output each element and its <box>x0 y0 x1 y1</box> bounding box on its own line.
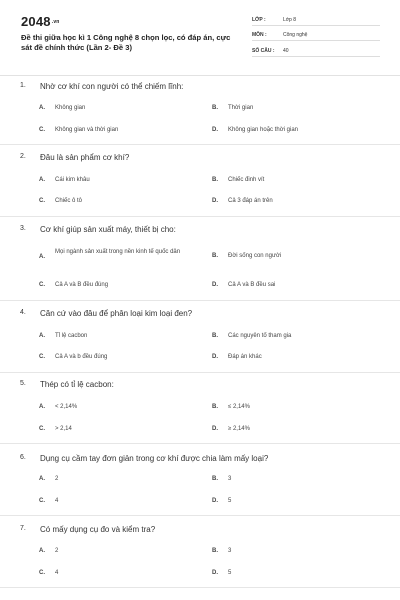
question-separator <box>0 144 400 145</box>
option-letter: A. <box>39 476 45 482</box>
option-text: 4 <box>55 498 59 504</box>
question-text: Có mấy dụng cụ đo và kiểm tra? <box>40 525 156 534</box>
option-letter: B. <box>212 105 218 111</box>
option-text: Cả A và B đều sai <box>228 282 276 288</box>
option-letter: A. <box>39 105 45 111</box>
question-number: 1. <box>20 82 26 89</box>
option-letter: B. <box>212 476 218 482</box>
option-letter: D. <box>212 354 218 360</box>
option-letter: D. <box>212 498 218 504</box>
question-separator <box>0 587 400 588</box>
option-text: Cả A và b đều đúng <box>55 354 108 360</box>
option-text: 5 <box>228 498 232 504</box>
question-number: 5. <box>20 380 26 387</box>
option-text: ≥ 2,14% <box>228 426 250 432</box>
option-text: < 2,14% <box>55 404 78 410</box>
question-text: Đâu là sản phẩm cơ khí? <box>40 153 130 162</box>
site-logo[interactable] <box>21 14 60 29</box>
option-letter: D. <box>212 127 218 133</box>
option-letter: A. <box>39 333 45 339</box>
question-text: Dụng cụ cầm tay đơn giản trong cơ khí được chia làm mấy loại? <box>40 454 269 463</box>
option-letter: A. <box>39 254 45 260</box>
option-letter: B. <box>212 177 218 183</box>
option-letter: B. <box>212 253 218 259</box>
question-number: 4. <box>20 309 26 316</box>
option-letter: D. <box>212 282 218 288</box>
meta-count-label: SỐ CÂU : <box>252 48 275 54</box>
question-separator <box>0 372 400 373</box>
meta-subject-row <box>252 28 380 41</box>
option-text: > 2,14 <box>55 426 72 432</box>
option-text: 3 <box>228 548 232 554</box>
option-letter: D. <box>212 570 218 576</box>
option-text: Các nguyên tố tham gia <box>228 333 292 339</box>
exam-header <box>0 0 400 74</box>
option-text: Không gian và thời gian <box>55 127 119 133</box>
option-text: Cả A và B đều đúng <box>55 282 109 288</box>
exam-title: Đề thi giữa học kì 1 Công nghệ 8 chọn lọc, có đáp án, cực sát đề chính thức (Lần 2- Đề 3) <box>21 33 231 52</box>
option-text: Không gian hoặc thời gian <box>228 127 298 133</box>
option-text: 2 <box>55 548 59 554</box>
option-letter: C. <box>39 498 45 504</box>
option-text: 4 <box>55 570 59 576</box>
meta-class-value: Lớp 8 <box>283 17 297 23</box>
question-number: 3. <box>20 225 26 232</box>
option-text: Đáp án khác <box>228 354 262 360</box>
option-letter: A. <box>39 404 45 410</box>
option-letter: A. <box>39 548 45 554</box>
option-letter: B. <box>212 548 218 554</box>
option-text: Không gian <box>55 105 86 111</box>
question-text: Cơ khí giúp sản xuất máy, thiết bị cho: <box>40 225 176 234</box>
question-separator <box>0 216 400 217</box>
option-text: Tỉ lệ cacbon <box>55 333 88 339</box>
option-text: Cái kim khâu <box>55 177 90 183</box>
meta-count-value: 40 <box>283 48 289 54</box>
question-number: 6. <box>20 454 26 461</box>
option-letter: B. <box>212 333 218 339</box>
option-letter: C. <box>39 282 45 288</box>
question-separator <box>0 515 400 516</box>
question-separator <box>0 443 400 444</box>
meta-count-row <box>252 44 380 57</box>
option-text: Thời gian <box>228 105 254 111</box>
option-text: Cả 3 đáp án trên <box>228 198 273 204</box>
option-letter: C. <box>39 198 45 204</box>
question-separator <box>0 300 400 301</box>
option-letter: B. <box>212 404 218 410</box>
meta-class-label: LỚP : <box>252 17 266 23</box>
option-letter: D. <box>212 426 218 432</box>
option-letter: A. <box>39 177 45 183</box>
meta-class-row <box>252 13 380 26</box>
question-text: Thép có tỉ lệ cacbon: <box>40 380 114 389</box>
logo-main: 2048 <box>21 14 51 29</box>
question-text: Căn cứ vào đâu để phân loại kim loại đen? <box>40 309 193 318</box>
option-text: 5 <box>228 570 232 576</box>
option-letter: C. <box>39 426 45 432</box>
option-text: Đời sống con người <box>228 253 282 259</box>
option-text: 3 <box>228 476 232 482</box>
logo-suffix: .vn <box>51 19 60 25</box>
header-divider <box>0 75 400 76</box>
meta-subject-value: Công nghệ <box>283 32 308 38</box>
option-letter: C. <box>39 354 45 360</box>
question-number: 7. <box>20 525 26 532</box>
option-text: Chiếc ô tô <box>55 198 83 204</box>
option-text: ≤ 2,14% <box>228 404 250 410</box>
question-number: 2. <box>20 153 26 160</box>
question-text: Nhờ cơ khí con người có thể chiếm lĩnh: <box>40 82 184 91</box>
option-letter: C. <box>39 127 45 133</box>
option-text: Mọi ngành sản xuất trong nền kinh tế quốc dân <box>55 249 181 255</box>
option-letter: D. <box>212 198 218 204</box>
option-text: 2 <box>55 476 59 482</box>
option-letter: C. <box>39 570 45 576</box>
meta-subject-label: MÔN : <box>252 32 267 38</box>
option-text: Chiếc đinh vít <box>228 177 265 183</box>
